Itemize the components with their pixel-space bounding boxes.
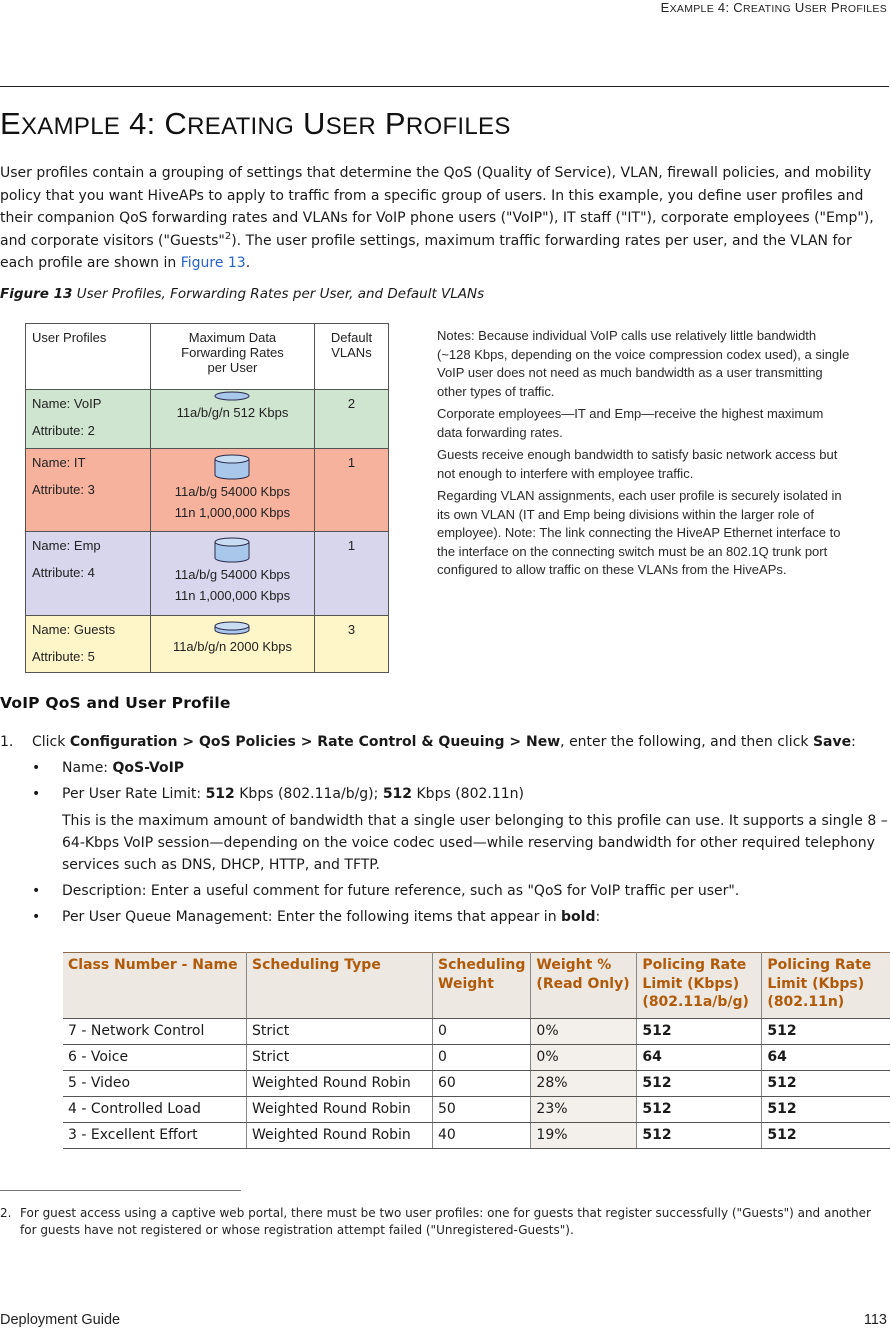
note-voip: Notes: Because individual VoIP calls use relatively little bandwidth (~128 Kbps, depending on the voice compression codex used), a single VoIP user does not need as much bandwidth as a user transmitting other types of traffic.	[437, 328, 850, 399]
rate-cylinder-icon	[212, 620, 252, 636]
col-policing-n: Policing Rate Limit (Kbps) (802.11n)	[762, 953, 890, 1019]
class-name: 5 - Video	[63, 1071, 247, 1097]
scheduling-weight: 60	[433, 1071, 531, 1097]
bullet-icon: •	[32, 760, 41, 776]
table-row	[63, 1123, 890, 1149]
note-vlans: Regarding VLAN assignments, each user profile is securely isolated in its own VLAN (IT and Emp being divisions within the larger role of employee). Note: The link connecting the HiveAP Ethernet interface to the interface on the connecting switch must be an 802.1Q trunk port configured to allow traffic on these VLANs from the HiveAPs.	[437, 488, 842, 577]
class-name: 4 - Controlled Load	[63, 1097, 247, 1123]
col-scheduling-weight: Scheduling Weight	[433, 953, 531, 1019]
step-number: 1.	[0, 734, 14, 750]
weight-pct: 28%	[531, 1071, 637, 1097]
section-heading: VoIP QoS and User Profile	[0, 694, 231, 712]
footnote-number: 2.	[0, 1206, 12, 1220]
header-rule	[0, 86, 889, 87]
rate-cylinder-icon	[212, 390, 252, 402]
vlan-value: 3	[347, 622, 356, 637]
table-row	[63, 1045, 890, 1071]
note-employees: Corporate employees—IT and Emp—receive the highest maximum data forwarding rates.	[437, 406, 824, 440]
scheduling-type: Weighted Round Robin	[247, 1097, 433, 1123]
weight-pct: 19%	[531, 1123, 637, 1149]
table-row	[63, 1019, 890, 1045]
rate-cylinder-icon	[212, 536, 252, 564]
figure-caption: Figure 13 User Profiles, Forwarding Rates per User, and Default VLANs	[0, 286, 485, 302]
rate-line-11n: 11n 1,000,000 Kbps	[174, 588, 291, 603]
policing-abg: 64	[637, 1045, 762, 1071]
table-row	[63, 1071, 890, 1097]
policing-n: 512	[762, 1071, 890, 1097]
weight-pct: 0%	[531, 1019, 637, 1045]
table-header-row	[63, 953, 890, 1019]
policing-n: 512	[762, 1123, 890, 1149]
rate-line: 11a/b/g 54000 Kbps	[174, 567, 291, 582]
vlan-value: 1	[347, 455, 356, 470]
bullet-icon: •	[32, 909, 41, 925]
policing-n: 64	[762, 1045, 890, 1071]
class-name: 7 - Network Control	[63, 1019, 247, 1045]
profile-name: Name: Emp	[32, 538, 101, 553]
weight-pct: 23%	[531, 1097, 637, 1123]
policing-n: 512	[762, 1097, 890, 1123]
profile-name: Name: Guests	[32, 622, 116, 637]
rate-limit-explanation: This is the maximum amount of bandwidth that a single user belonging to this profile can use. It supports a single 8 – 64-Kbps VoIP session—depending on the voice codec used—while reserving bandwidth for other required telephony services such as DNS, DHCP, HTTP, and TFTP.	[62, 813, 888, 873]
rate-line: 11a/b/g 54000 Kbps	[174, 484, 291, 499]
scheduling-weight: 0	[433, 1019, 531, 1045]
scheduling-weight: 50	[433, 1097, 531, 1123]
class-name: 6 - Voice	[63, 1045, 247, 1071]
scheduling-type: Strict	[247, 1045, 433, 1071]
profile-name: Name: VoIP	[32, 396, 102, 411]
footnote-rule	[0, 1190, 241, 1191]
figure-notes	[437, 327, 852, 584]
profile-attribute: Attribute: 3	[32, 482, 95, 497]
user-profiles-figure	[25, 323, 389, 673]
header-max-rate: Maximum Data Forwarding Rates per User	[150, 324, 314, 390]
figure-header-row	[26, 324, 389, 390]
note-guests: Guests receive enough bandwidth to satisfy basic network access but not enough to interfere with employee traffic.	[437, 447, 838, 481]
rate-line-11n: 11n 1,000,000 Kbps	[174, 505, 291, 520]
save-label: Save	[812, 734, 852, 750]
policing-n: 512	[762, 1019, 890, 1045]
col-policing-abg: Policing Rate Limit (Kbps) (802.11a/b/g)	[637, 953, 762, 1019]
profile-attribute: Attribute: 4	[32, 565, 95, 580]
footnote-ref[interactable]: 2	[224, 230, 232, 242]
menu-path: Configuration > QoS Policies > Rate Control & Queuing > New	[69, 734, 561, 750]
page-title: EXAMPLE 4: CREATING USER PROFILES	[0, 106, 511, 141]
rate-line: 11a/b/g/n 2000 Kbps	[172, 639, 292, 654]
profile-attribute: Attribute: 5	[32, 649, 95, 664]
profile-row-emp	[26, 532, 389, 616]
col-class: Class Number - Name	[63, 953, 247, 1019]
scheduling-weight: 0	[433, 1045, 531, 1071]
intro-paragraph: User profiles contain a grouping of settings that determine the QoS (Quality of Service), VLAN, firewall policies, and mobility policy that you want HiveAPs to apply to traffic from a specific group of users. In this example, you define user profiles and their companion QoS forwarding rates and VLANs for VoIP phone users ("VoIP"), IT staff ("IT"), corporate employees ("Emp"), and corporate visitors ("Guests"$^2$). The user profile settings, maximum traffic forwarding rates per user, and the VLAN for each profile are shown in Figure 13.	[0, 165, 874, 271]
profile-row-it	[26, 449, 389, 532]
scheduling-type: Strict	[247, 1019, 433, 1045]
class-name: 3 - Excellent Effort	[63, 1123, 247, 1149]
profile-row-guests	[26, 616, 389, 673]
running-header: EXAMPLE 4: CREATING USER PROFILES	[660, 0, 887, 15]
weight-pct: 0%	[531, 1045, 637, 1071]
rate-cylinder-icon	[212, 453, 252, 481]
policing-abg: 512	[637, 1123, 762, 1149]
policing-abg: 512	[637, 1071, 762, 1097]
policing-abg: 512	[637, 1019, 762, 1045]
rate-line: 11a/b/g/n 512 Kbps	[176, 405, 289, 420]
profile-row-voip	[26, 390, 389, 449]
header-default-vlans: Default VLANs	[314, 324, 388, 390]
scheduling-type: Weighted Round Robin	[247, 1123, 433, 1149]
policing-abg: 512	[637, 1097, 762, 1123]
figure-13-link[interactable]: Figure 13	[180, 255, 246, 271]
vlan-value: 1	[347, 538, 356, 553]
profile-attribute: Attribute: 2	[32, 423, 95, 438]
bullet-icon: •	[32, 786, 41, 802]
queue-management-table	[63, 952, 890, 1149]
col-weight-pct: Weight % (Read Only)	[531, 953, 637, 1019]
step-text: Click Configuration > QoS Policies > Rate Control & Queuing > New, enter the following, and then click Save:	[32, 734, 856, 750]
profile-name: Name: IT	[32, 455, 86, 470]
bullet-icon: •	[32, 883, 41, 899]
vlan-value: 2	[347, 396, 356, 411]
footer-doc-title: Deployment Guide	[0, 1312, 121, 1328]
table-row	[63, 1097, 890, 1123]
scheduling-weight: 40	[433, 1123, 531, 1149]
header-user-profiles: User Profiles	[26, 324, 151, 390]
scheduling-type: Weighted Round Robin	[247, 1071, 433, 1097]
policy-name-value: QoS-VoIP	[112, 760, 185, 776]
page-number: 113	[863, 1312, 887, 1328]
footnote-text: For guest access using a captive web portal, there must be two user profiles: one for guests that register successfully ("Guests") and another for guests have not registered or whose registration attempt failed ("Unregistered-Guests").	[20, 1206, 871, 1237]
col-scheduling-type: Scheduling Type	[247, 953, 433, 1019]
